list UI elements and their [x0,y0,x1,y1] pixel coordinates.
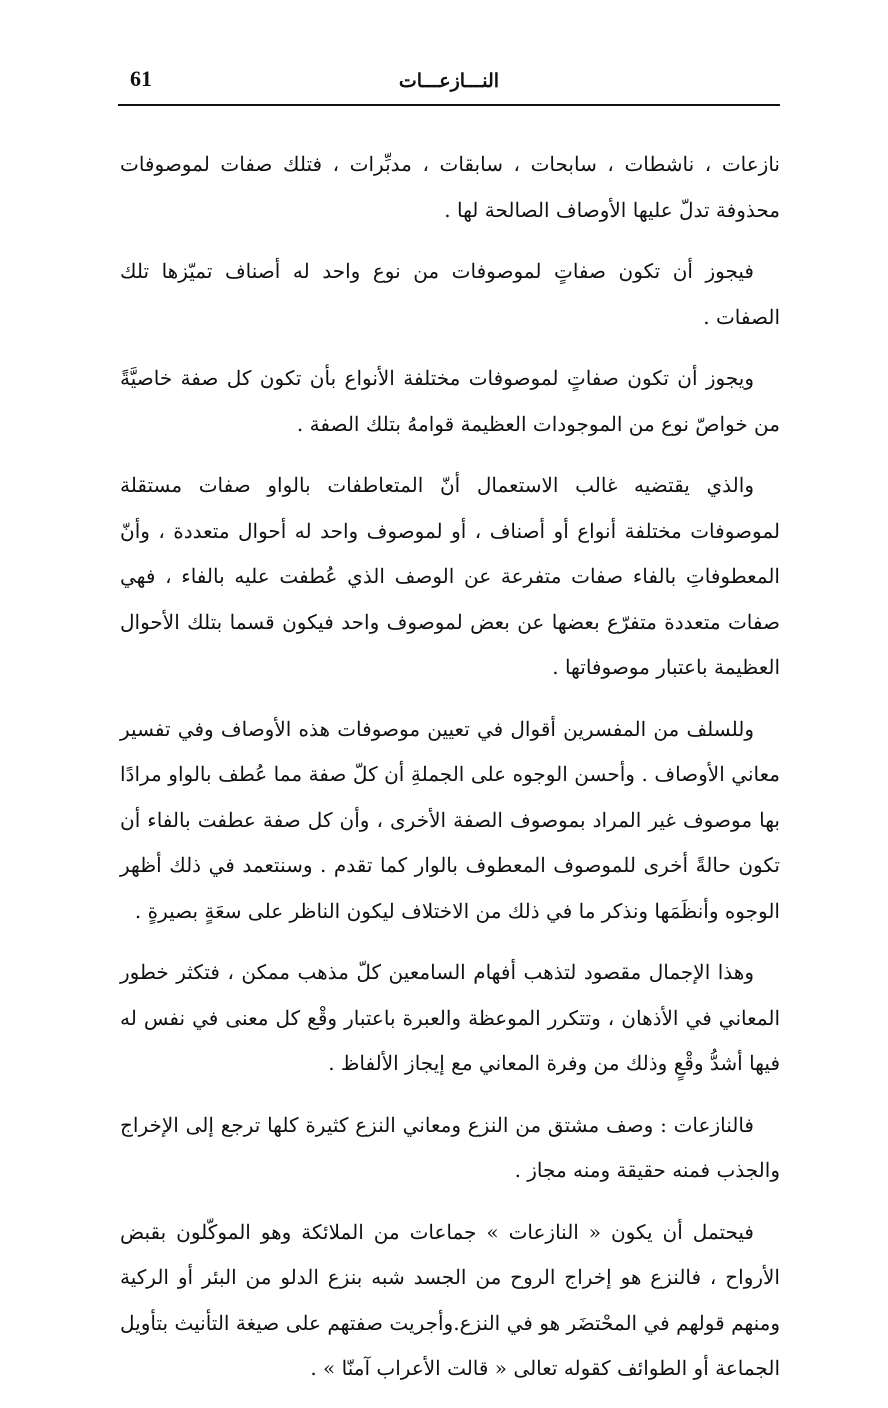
paragraph-6: وهذا الإجمال مقصود لتذهب أفهام السامعين كلّ مذهب ممكن ، فتكثر خطور المعاني في الأذهان ، وتتكرر الموعظة والعبرة باعتبار وقْع كل معنى في نفس له فيها أشدُّ وقْعٍ وذلك من وفرة المعاني مع إيجاز الألفاظ . [120,960,780,1075]
paragraph-2: فيجوز أن تكون صفاتٍ لموصوفات من نوع واحد له أصناف تميّزها تلك الصفات . [120,259,780,329]
page-body [120,142,780,1408]
paragraph-8: فيحتمل أن يكون « النازعات » جماعات من الملائكة وهو الموكّلون بقبض الأرواح ، فالنزع هو إخراج الروح من الجسد شبه بنزع الدلو من البئر أو الركية ومنهم قولهم في المحْتضَر هو في النزع.وأجريت صفتهم على صيغة التأنيث بتأويل الجماعة أو الطوائف كقوله تعالى « قالت الأعراب آمنّا » . [120,1219,780,1380]
paragraph-5: وللسلف من المفسرين أقوال في تعيين موصوفات هذه الأوصاف وفي تفسير معاني الأوصاف . وأحسن الوجوه على الجملةِ أن كلّ صفة مما عُطف بالواو مرادًا بها موصوف غير المراد بموصوف الصفة الأخرى ، وأن كل صفة عطفت بالفاء أن تكون حالةً أخرى للموصوف المعطوف بالوار كما تقدم . وسنتعمد في ذلك أظهر الوجوه وأنظَمَها ونذكر ما في ذلك من الاختلاف ليكون الناظر على سعَةٍ بصيرةٍ . [120,716,780,923]
paragraph-4: والذي يقتضيه غالب الاستعمال أنّ المتعاطفات بالواو صفات مستقلة لموصوفات مختلفة أنواع أو أصناف ، أو لموصوف واحد له أحوال متعددة ، وأنّ المعطوفاتِ بالفاء صفات متفرعة عن الوصف الذي عُطفت عليه بالفاء ، فهي صفات متعددة متفرّع بعضها عن بعض لموصوف واحد فيكون قسما بتلك الأحوال العظيمة باعتبار موصوفاتها . [120,473,780,679]
paragraph-1: نازعات ، ناشطات ، سابحات ، سابقات ، مدبِّرات ، فتلك صفات لموصوفات محذوفة تدلّ عليها الأوصاف الصالحة لها . [120,152,780,222]
page-header [118,58,780,106]
paragraph-3: ويجوز أن تكون صفاتٍ لموصوفات مختلفة الأنواع بأن تكون كل صفة خاصيَّةً من خواصّ نوع من الموجودات العظيمة قوامهُ بتلك الصفة . [120,366,780,436]
running-title: النـــازعـــات [398,70,500,92]
page-number: 61 [130,66,152,91]
header-rule [118,104,780,106]
paragraph-7: فالنازعات : وصف مشتق من النزع ومعاني النزع كثيرة كلها ترجع إلى الإخراج والجذب فمنه حقيقة ومنه مجاز . [120,1112,780,1182]
